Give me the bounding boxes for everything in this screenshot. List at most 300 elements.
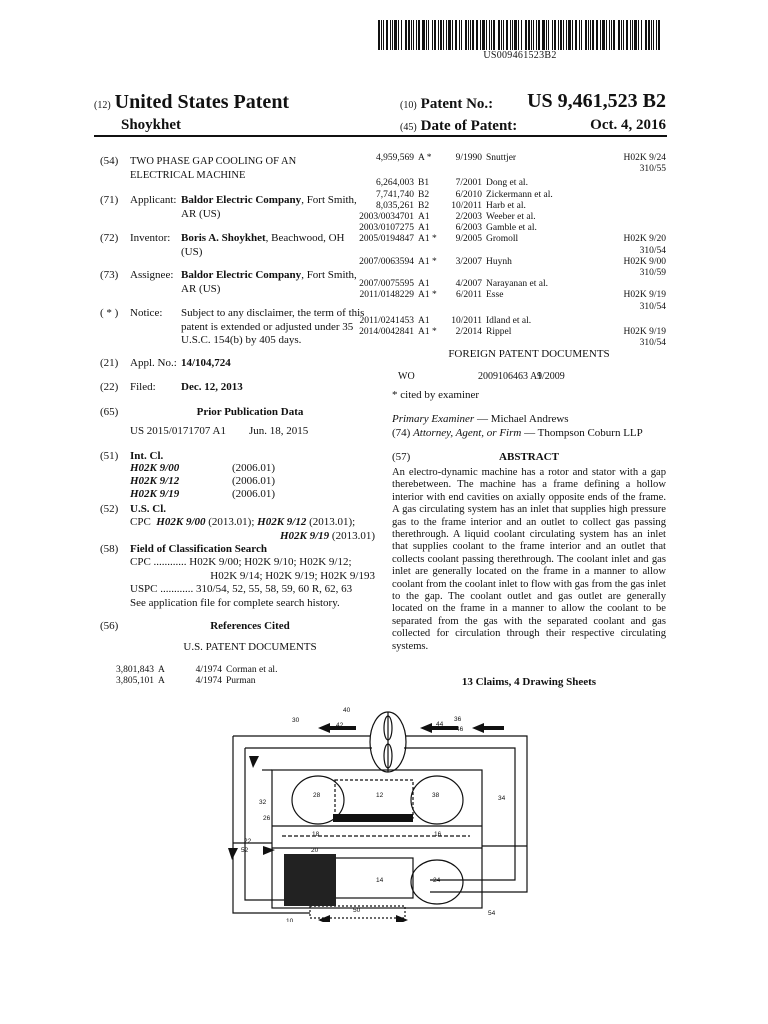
citation-date: 6/2010 [455,189,482,200]
citation-date: 4/2007 [455,279,482,290]
barcode-bar [630,20,631,50]
applicant-label: Applicant: [130,194,177,206]
inventor-label: Inventor: [130,232,171,244]
citation-name: Rippel [486,327,512,337]
citation-date: 2/2003 [455,212,482,222]
application-number: 14/104,724 [181,357,231,369]
reference-numeral: 46 [456,726,464,733]
barcode-bar [542,20,545,50]
int-cl-label: Int. Cl. [130,450,164,462]
citation-row [318,190,668,201]
citation-name: Purman [226,676,256,687]
coolant-region [284,854,336,906]
inventor-country: (US) [181,245,203,258]
assignee-location: , Fort Smith, [301,269,357,281]
cpc-class: H02K 9/12 [257,516,307,528]
applicant-location: , Fort Smith, [301,194,357,206]
citation-classification: H02K 9/20 [623,234,666,245]
int-cl-version: (2006.01) [232,475,276,487]
int-cl-row [130,488,290,501]
citation-number: 2007/0075595 [359,279,414,290]
barcode-bar [585,20,587,50]
citation-number: 2003/0107275 [359,223,414,234]
barcode-bar [383,20,384,50]
citation-name: Narayanan et al. [486,279,548,290]
citation-kind: A [158,676,165,687]
citation-classification: H02K 9/19 [623,327,666,337]
barcode-bar [566,20,567,50]
citation-classification: H02K 9/00 [623,256,666,267]
abstract-text: An electro-dynamic machine has a rotor and stator with a gap therebetween. The machine has a frame defining a hollow interior with end cavities on axially opposite ends of the frame. A gas circulating system has an inlet that supplies high pressure gas to the frame interior and an outlet to collect gas passing therethrough. A liquid coolant circulating system has an inlet that supplies coolant to the frame interior and an outlet that collects coolant passing therethrough. The coolant inlet and gas inlet are generally located on the frame in a manner to allow coolant from the coolant inlet to flow with gas from the gas inlet to the gap. The coolant outlet and gas outlet are generally located on the frame in a manner to allow the coolant to be separated from the gas with the separated coolant and gas collected for circulation through their respective circulating systems. [392,467,666,652]
reference-numeral: 18 [312,831,320,838]
patent-number: US 9,461,523 B2 [527,90,666,112]
citation-number: 2005/0194847 [359,234,414,245]
citation-name: Gamble et al. [486,223,537,234]
barcode-bar [512,20,513,50]
inventor-name: Boris A. Shoykhet [181,232,266,244]
code-51: (51) [100,450,119,462]
reference-numeral: 12 [376,792,384,799]
assignee-label: Assignee: [130,269,174,281]
barcode-bar [653,20,654,50]
barcode-bar [626,20,628,50]
cited-by-examiner-note: * cited by examiner [392,389,480,401]
barcode-bar [592,20,594,50]
code-73: (73) [100,269,119,281]
code-58: (58) [100,543,119,555]
citation-date: 7/2001 [455,178,482,189]
citation-number: 2011/0241453 [359,315,414,326]
stator-bottom [335,858,413,898]
citation-row [318,153,668,175]
citation-number: 3,805,101 [116,676,154,687]
assignee-name: Baldor Electric Company [181,269,302,281]
citation-row [318,201,668,212]
citation-classification-secondary: 310/54 [639,245,666,256]
barcode-bar [472,20,474,50]
code-56: (56) [100,620,119,632]
primary-examiner-label: Primary Examiner [392,413,475,425]
citation-row [58,665,378,676]
barcode-bar [533,20,534,50]
reference-numeral: 30 [292,717,300,724]
stator-top [335,780,413,818]
citation-date: 9/1990 [455,153,482,163]
barcode-bar [459,20,460,50]
citation-date: 6/2011 [455,290,482,301]
barcode-bar [572,20,573,50]
citation-number: 2007/0063594 [359,256,414,267]
code-notice: ( * ) [100,307,119,319]
us-patent-citations-left [58,665,378,691]
cpc-version: (2013.01); [205,516,258,528]
code-72: (72) [100,232,119,244]
barcode-bar [503,20,504,50]
barcode-bar [428,20,429,50]
barcode-bar [448,20,451,50]
barcode-bar [548,20,549,50]
field-search-details [130,556,375,610]
reference-numeral: 24 [433,877,441,884]
citation-kind: A1 [418,223,430,234]
citation-name: Idland et al. [486,315,532,326]
citation-number: 2014/0042841 [359,327,414,337]
field-search-line-4: See application file for complete search history. [130,596,340,609]
barcode-bar [455,20,457,50]
barcode-bar [563,20,564,50]
reference-numeral: 36 [454,716,462,723]
citation-row [318,316,668,327]
reference-numeral: 10 [286,918,294,922]
barcode-bar [554,20,556,50]
us-cl-cpc-line-1 [130,516,375,530]
filed-label: Filed: [130,381,156,393]
barcode-bar [394,20,397,50]
code-45: (45) [400,122,417,133]
reference-numeral: 34 [498,795,506,802]
barcode-bar [401,20,402,50]
citation-row [318,178,668,189]
barcode-bar [531,20,532,50]
field-search-line-1: CPC ............ H02K 9/00; H02K 9/10; H02K 9/12; [130,556,352,568]
citation-date: 10/2011 [451,200,482,211]
barcode-bar [498,20,500,50]
foreign-number: 2009106463 A1 [478,371,543,382]
citation-classification-secondary: 310/54 [639,301,666,312]
barcode-bar [521,20,522,50]
citation-date: 4/1974 [195,665,222,675]
inventor-surname: Shoykhet [121,117,182,133]
code-71: (71) [100,194,119,206]
barcode-bar [536,20,537,50]
code-57: (57) [392,451,411,463]
header-divider [94,135,667,137]
title-line-2: ELECTRICAL MACHINE [130,169,246,181]
reference-numeral: 28 [313,792,321,799]
application-number-label: Appl. No.: [130,357,177,369]
notice-line-2: patent is extended or adjusted under 35 [181,320,354,333]
primary-examiner [392,413,569,427]
citation-row [58,676,378,687]
citation-kind: A [158,665,165,675]
attorney-label: Attorney, Agent, or Firm [413,427,522,439]
claims-and-sheets: 13 Claims, 4 Drawing Sheets [461,676,597,688]
flow-arrow [472,723,484,733]
prior-publication-heading: Prior Publication Data [196,406,304,418]
us-cl-cpc-line-2 [130,530,375,544]
barcode-bar [596,20,598,50]
barcode-bar [600,20,601,50]
barcode-bar [656,20,657,50]
barcode-bar [438,20,439,50]
notice-label: Notice: [130,307,163,319]
document-type: United States Patent [114,91,290,113]
citation-row [318,223,668,234]
flow-arrow [318,723,330,733]
barcode-bar [611,20,612,50]
reference-numeral: 38 [432,792,440,799]
citation-name: Snuttjer [486,153,517,163]
barcode-bar [461,20,462,50]
abstract-heading: ABSTRACT [499,451,559,463]
code-12: (12) [94,100,111,111]
citation-kind: A1 * [418,234,437,245]
field-search-line-2: H02K 9/14; H02K 9/19; H02K 9/193 [210,569,375,582]
reference-numeral: 16 [434,831,442,838]
citation-date: 3/2007 [455,256,482,267]
barcode-bar [482,20,485,50]
barcode-bar [418,20,420,50]
barcode-bar [392,20,393,50]
int-cl-version: (2006.01) [232,488,276,500]
citation-name: Zickermann et al. [486,189,553,200]
gap-flow-band [333,814,413,822]
title-line-1: TWO PHASE GAP COOLING OF AN [130,156,297,167]
citation-name: Huynh [486,256,512,267]
int-cl-class: H02K 9/00 [130,462,180,474]
barcode-bar [641,20,642,50]
notice-line-1: Subject to any disclaimer, the term of this [181,307,365,319]
barcode-bar [613,20,615,50]
barcode-bar [552,20,553,50]
barcode-bar [546,20,547,50]
flow-arrow [420,723,432,733]
barcode-bar [390,20,391,50]
barcode-bar [440,20,442,50]
citation-number: 6,264,003 [376,178,414,189]
reference-numeral: 26 [263,815,271,822]
representative-drawing [228,700,552,922]
foreign-country: WO [398,371,415,382]
citation-classification-secondary: 310/54 [639,338,666,349]
patent-date-line [400,117,666,135]
foreign-date: 9/2009 [537,371,565,382]
barcode-bar [590,20,591,50]
barcode-bar [645,20,647,50]
barcode-bar [560,20,562,50]
int-cl-list [130,462,290,501]
barcode-bar [658,20,660,50]
citation-name: Corman et al. [226,665,278,675]
citation-classification: H02K 9/19 [623,290,666,301]
assignee-country: AR (US) [181,282,221,295]
citation-number: 2011/0148229 [359,290,414,301]
citation-kind: A1 [418,279,430,290]
citation-number: 7,741,740 [376,189,414,200]
barcode-bar [434,20,436,50]
barcode-bar [491,20,492,50]
barcode [378,20,662,50]
barcode-bar [618,20,620,50]
citation-date: 6/2003 [455,223,482,234]
references-cited-heading: References Cited [210,620,290,632]
barcode-bar [581,20,582,50]
barcode-bar [468,20,469,50]
citation-date: 9/2005 [455,234,482,245]
applicant-name: Baldor Electric Company [181,194,302,206]
cpc-prefix: CPC [130,516,151,528]
field-search-line-3: USPC ............ 310/54, 52, 55, 58, 59, 60 R, 62, 63 [130,583,353,595]
patent-number-label: Patent No.: [420,96,494,112]
barcode-bar [528,20,530,50]
barcode-bar [638,20,639,50]
citation-date: 10/2011 [451,315,482,326]
barcode-bar [422,20,425,50]
applicant-country: AR (US) [181,207,221,220]
date-of-patent: Oct. 4, 2016 [590,117,666,133]
reference-numeral: 14 [376,877,384,884]
int-cl-version: (2006.01) [232,462,276,474]
citation-date: 4/1974 [195,676,222,687]
barcode-bar [381,20,382,50]
barcode-bar [480,20,481,50]
barcode-bar [621,20,622,50]
reference-numeral: 52 [241,847,249,854]
reference-numeral: 42 [336,722,344,729]
filed-date: Dec. 12, 2013 [181,381,243,393]
code-10: (10) [400,100,417,111]
code-21: (21) [100,357,119,369]
citation-classification-secondary: 310/55 [639,164,666,175]
reference-numeral: 54 [488,910,496,917]
code-54: (54) [100,155,119,167]
int-cl-class: H02K 9/12 [130,475,180,487]
notice-line-3: U.S.C. 154(b) by 405 days. [181,334,302,346]
cpc-class: H02K 9/00 [156,516,206,528]
reference-numeral: 22 [244,838,252,845]
invention-title [130,155,296,182]
citation-row [318,327,668,349]
barcode-bar [568,20,571,50]
citation-name: Gromoll [486,234,519,245]
barcode-bar [432,20,433,50]
us-patent-citations-right [318,153,668,349]
flow-arrow [263,846,275,855]
barcode-bar [510,20,511,50]
barcode-bar [486,20,487,50]
code-52: (52) [100,503,119,515]
prior-publication-number: US 2015/0171707 A1 [130,425,226,437]
reference-numeral: 32 [259,799,267,806]
barcode-bar [470,20,471,50]
barcode-bar [465,20,467,50]
barcode-bar [606,20,607,50]
barcode-bar [411,20,412,50]
attorney-name: — Thompson Coburn LLP [521,427,643,439]
date-of-patent-label: Date of Patent: [420,118,518,134]
cpc-version: (2013.01); [306,516,356,528]
citation-number: 2003/0034701 [359,212,414,222]
reference-numeral: 20 [311,847,319,854]
patent-number-line [400,90,666,113]
barcode-bar [602,20,605,50]
citation-kind: B2 [418,200,430,211]
reference-numeral: 50 [353,907,361,914]
flow-arrow [396,915,408,922]
primary-examiner-name: — Michael Andrews [474,413,569,425]
citation-row [318,290,668,312]
citation-number: 3,801,843 [116,665,154,675]
citation-name: Weeber et al. [486,212,536,222]
us-cl-label: U.S. Cl. [130,503,167,515]
citation-row [318,212,668,223]
barcode-bar [579,20,580,50]
citation-kind: A1 [418,315,430,326]
barcode-bar [634,20,637,50]
flow-arrow [249,756,259,768]
barcode-bar [493,20,495,50]
end-cavity-right-top [411,776,463,824]
citation-kind: A1 [418,212,430,222]
barcode-bar [651,20,652,50]
citation-kind: A1 * [418,290,437,301]
reference-numeral: 40 [343,707,351,714]
code-22: (22) [100,381,119,393]
barcode-bar [558,20,559,50]
cpc-class: H02K 9/19 [279,529,330,542]
citation-date: 2/2014 [455,327,482,337]
barcode-bar [413,20,414,50]
barcode-bar [525,20,527,50]
citation-kind: A1 * [418,327,437,337]
barcode-bar [588,20,589,50]
foreign-patent-documents-heading: FOREIGN PATENT DOCUMENTS [448,348,610,360]
barcode-bar [506,20,508,50]
barcode-bar [452,20,453,50]
barcode-bar [575,20,577,50]
inventor-location: , Beachwood, OH [265,232,345,244]
us-cl-cpc [130,516,375,543]
citation-classification: H02K 9/24 [623,153,666,163]
barcode-bar [476,20,478,50]
code-74: (74) [392,427,411,439]
citation-row [318,234,668,256]
barcode-bar [443,20,444,50]
side-connection [233,843,527,846]
barcode-bar [514,20,517,50]
int-cl-row [130,475,290,488]
int-cl-class: H02K 9/19 [130,488,180,500]
citation-number: 4,959,569 [376,153,414,163]
barcode-bar [446,20,447,50]
barcode-bar [405,20,407,50]
citation-kind: A * [418,153,432,163]
barcode-bar [489,20,490,50]
barcode-bar [501,20,502,50]
citation-kind: B1 [418,178,430,189]
barcode-bar [648,20,650,50]
code-65: (65) [100,406,119,418]
citation-name: Dong et al. [486,178,528,189]
publication-number: US009461523B2 [483,50,557,61]
citation-row [318,279,668,290]
barcode-bar [386,20,388,50]
citation-kind: B2 [418,189,430,200]
citation-kind: A1 * [418,256,437,267]
prior-publication-date: Jun. 18, 2015 [249,425,309,437]
barcode-bar [538,20,540,50]
citation-number: 8,035,261 [376,200,414,211]
barcode-bar [416,20,417,50]
barcode-bar [408,20,410,50]
document-type-line [94,91,289,114]
field-search-label: Field of Classification Search [130,543,267,555]
flow-arrow-shaft [484,726,504,730]
reference-numeral: 44 [436,721,444,728]
int-cl-row [130,462,290,475]
barcode-bar [518,20,519,50]
barcode-bar [632,20,633,50]
